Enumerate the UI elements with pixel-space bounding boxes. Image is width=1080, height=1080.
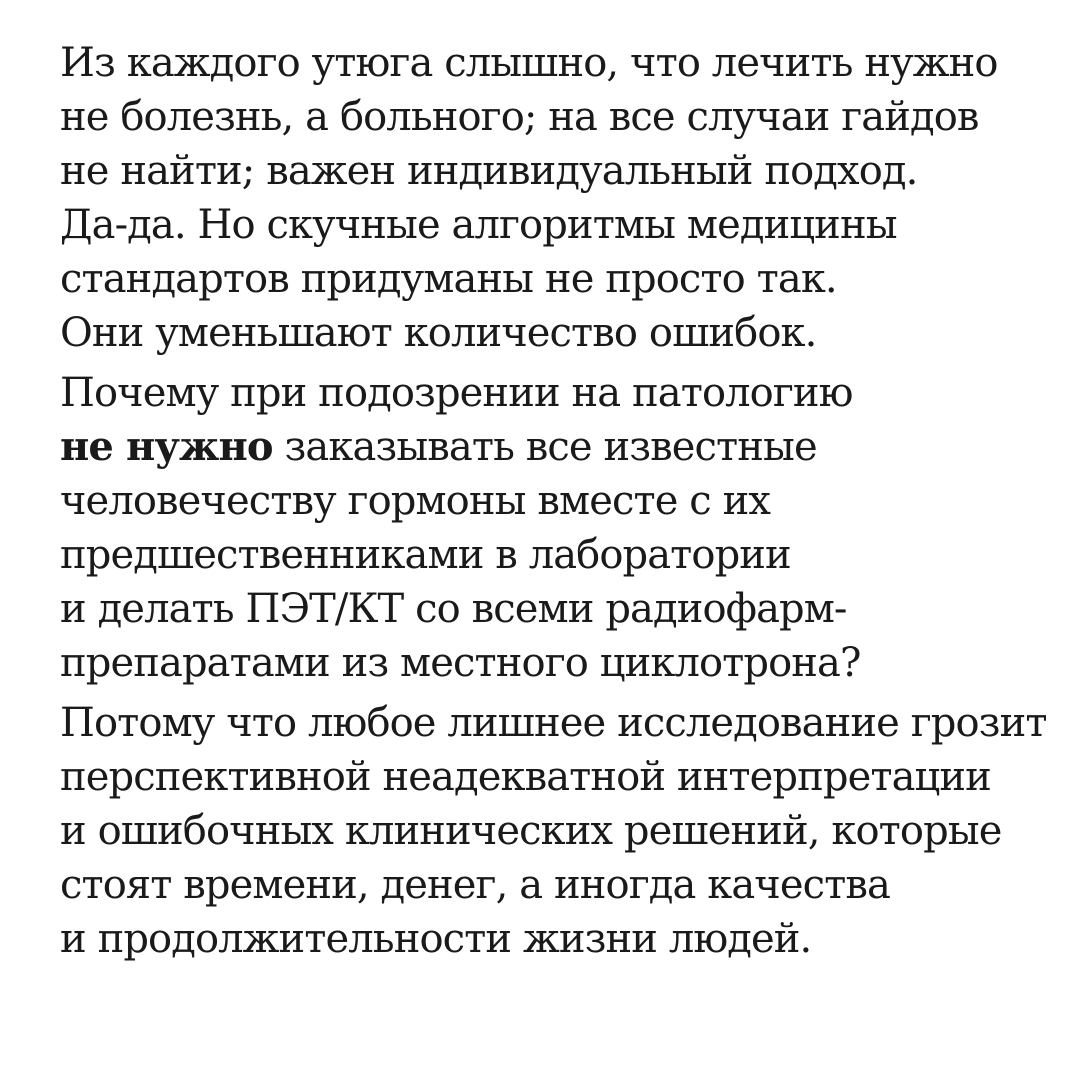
text-page (60, 36, 1050, 966)
paragraph-intro (60, 36, 1050, 360)
text-line: и делать ПЭТ/КТ со всеми радиофарм- (60, 586, 847, 632)
text-line: Потому что любое лишнее исследование грозит (60, 700, 1047, 746)
text-line: Они уменьшают количество ошибок. (60, 310, 817, 356)
text-line: стандартов придуманы не просто так. (60, 256, 837, 302)
text-line: не найти; важен индивидуальный подход. (60, 148, 918, 194)
text-line: и ошибочных клинических решений, которые (60, 808, 1002, 854)
text-line: не болезнь, а больного; на все случаи гайдов (60, 94, 979, 140)
text-line: стоят времени, денег, а иногда качества (60, 862, 890, 908)
text-line: Да-да. Но скучные алгоритмы медицины (60, 202, 897, 248)
text-line: препаратами из местного циклотрона? (60, 640, 861, 686)
text-line: предшественниками в лаборатории (60, 532, 791, 578)
text-line: человечеству гормоны вместе с их (60, 478, 771, 524)
text-line-with-emphasis (60, 420, 1050, 474)
text-segment: заказывать все известные (272, 424, 817, 470)
text-line: перспективной неадекватной интерпретации (60, 754, 991, 800)
text-line: Почему при подозрении на патологию (60, 370, 853, 416)
text-line: Из каждого утюга слышно, что лечить нужно (60, 40, 998, 86)
emphasis-text: не нужно (60, 423, 273, 470)
text-line: и продолжительности жизни людей. (60, 916, 812, 962)
paragraph-answer (60, 696, 1050, 966)
paragraph-question (60, 366, 1050, 690)
